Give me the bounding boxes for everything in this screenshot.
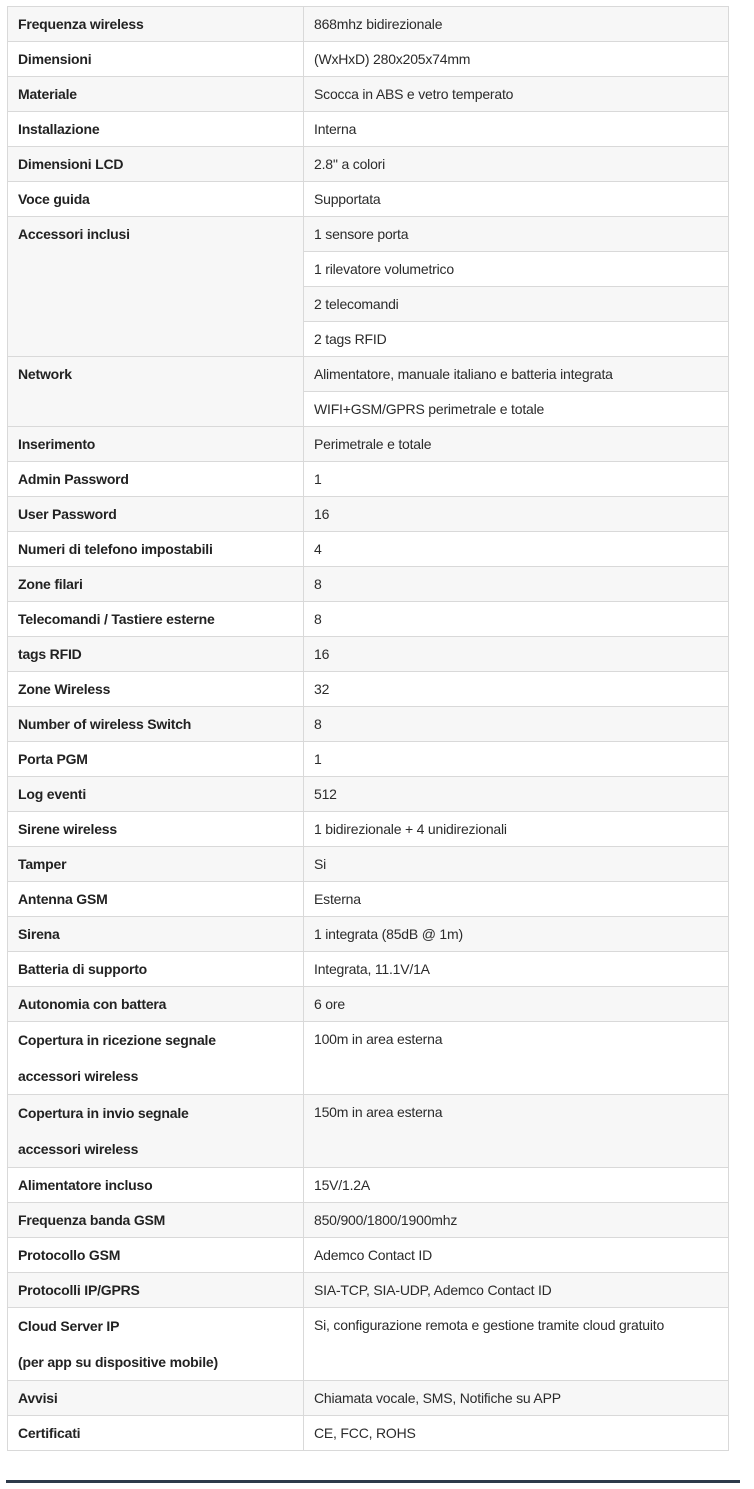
spec-value: Si bbox=[304, 847, 729, 882]
spec-value: 1 integrata (85dB @ 1m) bbox=[304, 917, 729, 952]
spec-value: 1 rilevatore volumetrico bbox=[304, 252, 729, 287]
spec-row bbox=[8, 1095, 729, 1168]
spec-value: Interna bbox=[304, 112, 729, 147]
spec-value: Esterna bbox=[304, 882, 729, 917]
spec-value: 1 bidirezionale + 4 unidirezionali bbox=[304, 812, 729, 847]
spec-value: Ademco Contact ID bbox=[304, 1238, 729, 1273]
spec-row bbox=[8, 1022, 729, 1095]
spec-row bbox=[8, 777, 729, 812]
spec-value: Integrata, 11.1V/1A bbox=[304, 952, 729, 987]
spec-value: 2 telecomandi bbox=[304, 287, 729, 322]
spec-value: 1 sensore porta bbox=[304, 217, 729, 252]
spec-value: (WxHxD) 280x205x74mm bbox=[304, 42, 729, 77]
spec-label: Dimensioni LCD bbox=[8, 147, 304, 182]
spec-row bbox=[8, 112, 729, 147]
spec-row bbox=[8, 1381, 729, 1416]
spec-value: 1 bbox=[304, 742, 729, 777]
spec-row bbox=[8, 917, 729, 952]
spec-row bbox=[8, 1203, 729, 1238]
spec-label: Sirene wireless bbox=[8, 812, 304, 847]
spec-value: 8 bbox=[304, 602, 729, 637]
spec-label: Zone filari bbox=[8, 567, 304, 602]
spec-label: Protocollo GSM bbox=[8, 1238, 304, 1273]
spec-label: Protocolli IP/GPRS bbox=[8, 1273, 304, 1308]
spec-row bbox=[8, 882, 729, 917]
spec-label: Materiale bbox=[8, 77, 304, 112]
spec-row bbox=[8, 567, 729, 602]
spec-label: Frequenza banda GSM bbox=[8, 1203, 304, 1238]
spec-row bbox=[8, 637, 729, 672]
spec-label: Voce guida bbox=[8, 182, 304, 217]
spec-value: 8 bbox=[304, 707, 729, 742]
spec-row bbox=[8, 672, 729, 707]
spec-label: Number of wireless Switch bbox=[8, 707, 304, 742]
spec-table bbox=[7, 6, 729, 1451]
spec-label: Accessori inclusi bbox=[8, 217, 304, 357]
spec-row bbox=[8, 42, 729, 77]
spec-label: Zone Wireless bbox=[8, 672, 304, 707]
spec-value: 16 bbox=[304, 497, 729, 532]
spec-label: Avvisi bbox=[8, 1381, 304, 1416]
spec-label: Tamper bbox=[8, 847, 304, 882]
spec-label: Installazione bbox=[8, 112, 304, 147]
spec-label: Batteria di supporto bbox=[8, 952, 304, 987]
spec-label bbox=[8, 1095, 304, 1168]
spec-row bbox=[8, 357, 729, 392]
spec-label: Certificati bbox=[8, 1416, 304, 1451]
spec-row bbox=[8, 952, 729, 987]
spec-label: Sirena bbox=[8, 917, 304, 952]
spec-label: Admin Password bbox=[8, 462, 304, 497]
spec-row bbox=[8, 1416, 729, 1451]
spec-label: Porta PGM bbox=[8, 742, 304, 777]
spec-value: Supportata bbox=[304, 182, 729, 217]
spec-label-line: Copertura in invio segnale bbox=[18, 1105, 189, 1121]
spec-label-line: Cloud Server IP bbox=[18, 1318, 120, 1334]
spec-row bbox=[8, 462, 729, 497]
spec-label: Frequenza wireless bbox=[8, 7, 304, 42]
spec-value: 850/900/1800/1900mhz bbox=[304, 1203, 729, 1238]
spec-row bbox=[8, 77, 729, 112]
spec-value: Alimentatore, manuale italiano e batteria integrata bbox=[304, 357, 729, 392]
spec-value: 100m in area esterna bbox=[304, 1022, 729, 1095]
spec-label-line: Copertura in ricezione segnale bbox=[18, 1032, 216, 1048]
spec-label-line: accessori wireless bbox=[18, 1068, 139, 1084]
spec-label: Log eventi bbox=[8, 777, 304, 812]
spec-label bbox=[8, 1022, 304, 1095]
spec-value: CE, FCC, ROHS bbox=[304, 1416, 729, 1451]
spec-label: Numeri di telefono impostabili bbox=[8, 532, 304, 567]
spec-value: Chiamata vocale, SMS, Notifiche su APP bbox=[304, 1381, 729, 1416]
spec-row bbox=[8, 987, 729, 1022]
spec-label: Network bbox=[8, 357, 304, 427]
spec-value: 512 bbox=[304, 777, 729, 812]
spec-row bbox=[8, 147, 729, 182]
spec-row bbox=[8, 182, 729, 217]
spec-row bbox=[8, 602, 729, 637]
spec-row bbox=[8, 1238, 729, 1273]
spec-row bbox=[8, 497, 729, 532]
spec-row bbox=[8, 217, 729, 252]
spec-label-line: accessori wireless bbox=[18, 1141, 139, 1157]
spec-table-body bbox=[8, 7, 729, 1451]
spec-value: WIFI+GSM/GPRS perimetrale e totale bbox=[304, 392, 729, 427]
spec-label: tags RFID bbox=[8, 637, 304, 672]
spec-value: Scocca in ABS e vetro temperato bbox=[304, 77, 729, 112]
spec-row bbox=[8, 7, 729, 42]
spec-row bbox=[8, 847, 729, 882]
spec-value: 2 tags RFID bbox=[304, 322, 729, 357]
spec-value: 1 bbox=[304, 462, 729, 497]
spec-label: Telecomandi / Tastiere esterne bbox=[8, 602, 304, 637]
spec-value: 8 bbox=[304, 567, 729, 602]
spec-label: Autonomia con battera bbox=[8, 987, 304, 1022]
spec-label: Inserimento bbox=[8, 427, 304, 462]
spec-row bbox=[8, 742, 729, 777]
spec-value: 32 bbox=[304, 672, 729, 707]
spec-row bbox=[8, 812, 729, 847]
spec-label bbox=[8, 1308, 304, 1381]
spec-value: 6 ore bbox=[304, 987, 729, 1022]
spec-label: Dimensioni bbox=[8, 42, 304, 77]
spec-row bbox=[8, 1168, 729, 1203]
spec-value: 868mhz bidirezionale bbox=[304, 7, 729, 42]
spec-value: 16 bbox=[304, 637, 729, 672]
spec-label: Alimentatore incluso bbox=[8, 1168, 304, 1203]
spec-value: 2.8'' a colori bbox=[304, 147, 729, 182]
spec-value: 4 bbox=[304, 532, 729, 567]
spec-row bbox=[8, 1273, 729, 1308]
spec-row bbox=[8, 707, 729, 742]
spec-value: SIA-TCP, SIA-UDP, Ademco Contact ID bbox=[304, 1273, 729, 1308]
spec-value: Si, configurazione remota e gestione tramite cloud gratuito bbox=[304, 1308, 729, 1381]
spec-label: User Password bbox=[8, 497, 304, 532]
bottom-divider bbox=[6, 1480, 740, 1483]
spec-value: 15V/1.2A bbox=[304, 1168, 729, 1203]
spec-label: Antenna GSM bbox=[8, 882, 304, 917]
spec-value: Perimetrale e totale bbox=[304, 427, 729, 462]
spec-label-line: (per app su dispositive mobile) bbox=[18, 1354, 218, 1370]
spec-row bbox=[8, 1308, 729, 1381]
spec-value: 150m in area esterna bbox=[304, 1095, 729, 1168]
spec-row bbox=[8, 427, 729, 462]
spec-row bbox=[8, 532, 729, 567]
